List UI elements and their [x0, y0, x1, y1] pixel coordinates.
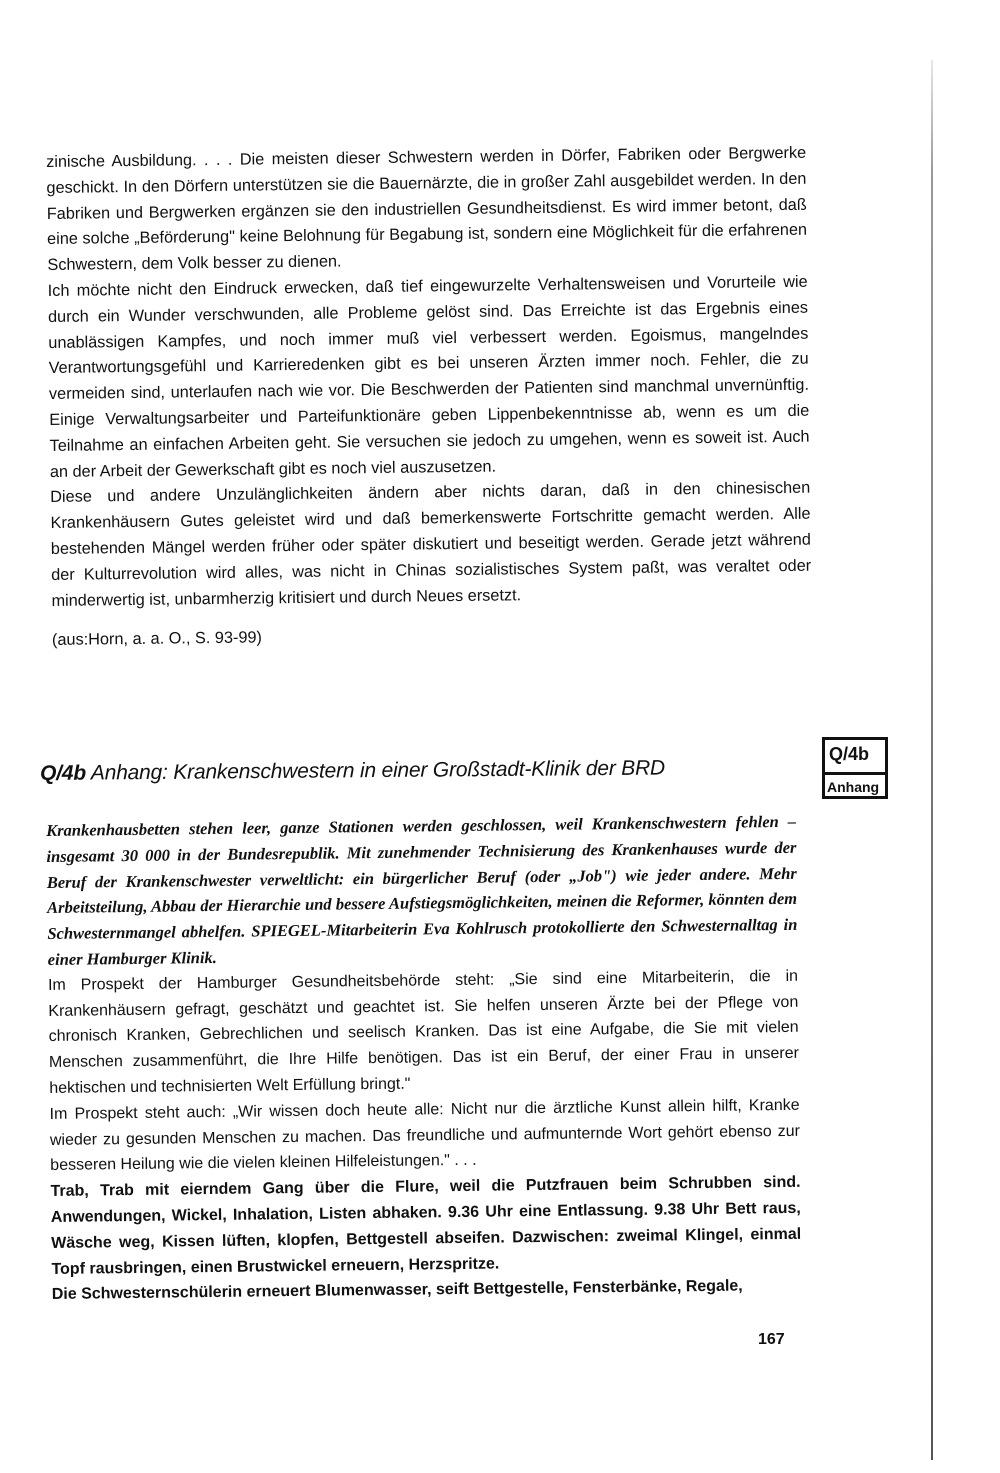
page-edge-line [931, 60, 933, 1460]
margin-section-marker [822, 737, 888, 799]
lower-paragraph-3: Trab, Trab mit eierndem Gang über die Flure, weil die Putzfrauen beim Schrubben sind. Anwendungen, Wickel, Inhalation, Listen abhaken. 9.36 Uhr eine Entlassung. 9.38 Uhr Bett raus, Wäsche weg, Kissen lüften, klopfen, Bettgestell abseifen. Dazwischen: zweimal Klingel, einmal Topf rausbringen, einen Brustwickel erneuern, Herzspritze. [50, 1173, 802, 1278]
margin-marker-code: Q/4b [829, 744, 870, 764]
margin-marker-label: Anhang [825, 772, 885, 797]
upper-paragraph-1: zinische Ausbildung. . . . Die meisten dieser Schwestern werden in Dörfer, Fabriken oder Bergwerke geschickt. In den Dörfern unterstützen sie die Bauernärzte, die in großer Zahl ausgebildet werden. In den Fabriken und Bergwerken ergänzen sie den industriellen Gesundheitsdienst. Es wird immer betont, daß eine solche „Beförderung" keine Belohnung für Begabung ist, sondern eine Möglichkeit für die erfahrenen Schwestern, dem Volk besser zu dienen. [46, 143, 808, 275]
lower-paragraph-2: Im Prospekt steht auch: „Wir wissen doch heute alle: Nicht nur die ärztliche Kunst allein hilft, Kranke wieder zu gesunden Menschen zu machen. Das freundliche und aufmunternde Wort gehört ebenso zur besseren Heilung wie die vielen kleinen Hilfeleistungen." . . . [49, 1096, 800, 1175]
page-number: 167 [758, 1331, 785, 1348]
section-code: Q/4b [40, 761, 87, 785]
section-heading [40, 756, 760, 786]
section-title: Anhang: Krankenschwestern in einer Großstadt-Klinik der BRD [90, 756, 666, 785]
lower-text-block [46, 809, 802, 1308]
upper-paragraph-3: Diese und andere Unzulänglichkeiten ändern aber nichts daran, daß in den chinesischen Krankenhäusern Gutes geleistet wird und daß bemerkenswerte Fortschritte gemacht werden. Alle bestehenden Mängel werden früher oder später diskutiert und beseitigt werden. Gerade jetzt während der Kulturrevolution wird alles, was nicht in Chinas sozialistisches System paßt, was veraltet oder minderwertig ist, unbarmherzig kritisiert und durch Neues ersetzt. [50, 479, 812, 610]
upper-text-block [46, 141, 812, 654]
upper-paragraph-2: Ich möchte nicht den Eindruck erwecken, daß tief eingewurzelte Verhaltensweisen und Vorurteile wie durch ein Wunder verschwunden, alle Probleme gelöst sind. Das Erreichte ist das Ergebnis eines unablässigen Kampfes, und noch immer muß viel verbessert werden. Egoismus, mangelndes Verantwortungsgefühl und Karrieredenken gibt es bei unseren Ärzten immer noch. Fehler, die zu vermeiden sind, unterlaufen nach wie vor. Die Beschwerden der Patienten sind manchmal unvernünftig. Einige Verwaltungsarbeiter und Parteifunktionäre geben Lippenbekenntnisse ab, wenn es um die Teilnahme an einfachen Arbeiten geht. Sie versuchen sie jedoch zu umgehen, wenn es soweit ist. Auch an der Arbeit der Gewerkschaft gibt es noch viel auszusetzen. [47, 272, 810, 481]
intro-paragraph: Krankenhausbetten stehen leer, ganze Stationen werden geschlossen, weil Krankenschwestern fehlen – insgesamt 30 000 in der Bundesrepublik. Mit zunehmender Technisierung des Krankenhauses wurde der Beruf der Krankenschwester verweltlicht: ein bürgerlicher Beruf (oder „Job") wie jeder andere. Mehr Arbeitsteilung, Abbau der Hierarchie und bessere Aufstiegsmöglichkeiten, meinen die Reformer, könnten dem Schwesternmangel abhelfen. SPIEGEL-Mitarbeiterin Eva Kohlrusch protokollierte den Schwesternalltag in einer Hamburger Klinik. [46, 811, 798, 969]
lower-paragraph-1: Im Prospekt der Hamburger Gesundheitsbehörde steht: „Sie sind eine Mitarbeiterin, die in Krankenhäusern gefragt, geschätzt und geachtet ist. Sie helfen unseren Ärzte bei der Pflege von chronisch Kranken, Gebrechlichen und seelisch Kranken. Das ist eine Aufgabe, die Sie mit vielen Menschen zusammenführt, die Ihre Hilfe benötigen. Das ist ein Beruf, der einer Frau in unserer hektischen und technisierten Welt Erfüllung bringt." [47, 967, 800, 1097]
source-citation: (aus:Horn, a. a. O., S. 93-99) [51, 628, 263, 650]
lower-paragraph-4: Die Schwesternschülerin erneuert Blumenwasser, seift Bettgestelle, Fensterbänke, Regale, [51, 1277, 743, 1304]
